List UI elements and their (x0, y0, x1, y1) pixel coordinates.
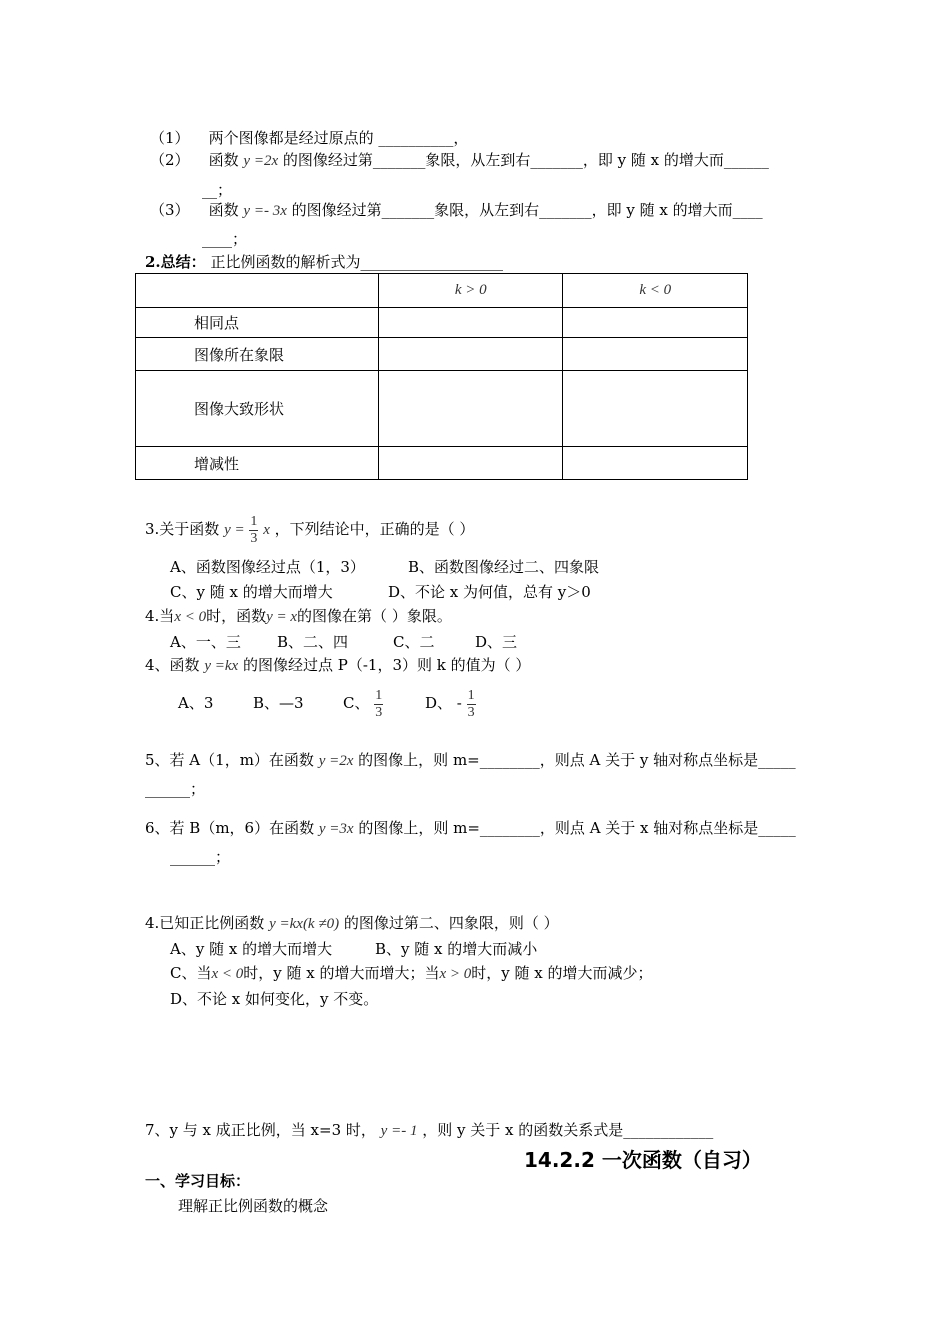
formula: y =2x (318, 753, 354, 769)
header-cell-k-positive: k > 0 (378, 274, 563, 308)
q4c-post: 的图像过第二、四象限，则（ ） (343, 914, 559, 932)
q3-pre: 3.关于函数 (145, 520, 220, 538)
formula: y =kx (204, 658, 239, 674)
table-header-row (136, 274, 748, 308)
q6-stem (145, 818, 796, 839)
option-c-post: 时，y 随 x 的增大而减少； (471, 964, 653, 982)
option-label: D、 - (425, 694, 462, 712)
table-row (136, 308, 748, 338)
fraction (374, 688, 383, 721)
option-c-pre: C、当 (170, 964, 212, 982)
q7-pre: 7、y 与 x 成正比例，当 x=3 时， (145, 1121, 376, 1139)
answer-cell[interactable] (378, 371, 563, 447)
q4a-option-d: D、三 (475, 633, 518, 651)
item-text-post: 的图像经过第_______象限，从左到右_______，即 y 随 x 的增大而____ (291, 201, 763, 219)
condition: x < 0 (211, 966, 244, 982)
q1-item3-continuation: ____； (202, 230, 248, 248)
fraction (249, 514, 258, 547)
q4c-stem (145, 913, 559, 934)
item-text-pre: 函数 (208, 151, 239, 169)
q1-item3 (150, 200, 763, 221)
q1-item2 (150, 150, 769, 171)
q4a-option-a: A、一、三 (170, 633, 241, 651)
q3-stem (145, 512, 474, 547)
q3-post: ，下列结论中，正确的是（ ） (274, 520, 475, 538)
q7-post: ，则 y 关于 x 的函数关系式是____________ (422, 1121, 714, 1139)
item-number: （1） (150, 129, 190, 147)
formula: y = (224, 522, 245, 538)
item-number: （2） (150, 151, 190, 169)
condition: x < 0 (174, 609, 207, 625)
q4b-pre: 4、函数 (145, 656, 200, 674)
q1-item1 (150, 128, 468, 148)
fraction-numerator: 1 (250, 513, 258, 529)
formula: y =- 3x (243, 203, 287, 219)
fraction-numerator: 1 (467, 687, 475, 703)
summary-table (135, 273, 748, 480)
condition: x > 0 (439, 966, 472, 982)
answer-cell[interactable] (378, 447, 563, 480)
fraction-numerator: 1 (375, 687, 383, 703)
q6-pre: 6、若 B（m，6）在函数 (145, 819, 315, 837)
learning-goal-heading: 一、学习目标： (145, 1172, 251, 1190)
q4a-post: 的图像在第（ ）象限。 (297, 607, 452, 625)
q4a-mid: 时，函数 (206, 607, 267, 625)
q4b-option-d (425, 684, 476, 722)
q6-post: 的图像上，则 m=________，则点 A 关于 x 轴对称点坐标是_____ (358, 819, 796, 837)
q4c-option-a: A、y 随 x 的增大而增大 (170, 940, 333, 958)
q4c-option-c (170, 963, 653, 984)
q5-stem (145, 750, 796, 771)
fraction (467, 688, 476, 721)
table-row (136, 371, 748, 447)
row-label: 相同点 (136, 308, 379, 338)
q3-option-a: A、函数图像经过点（1，3） (170, 558, 365, 576)
q6-continuation: ______； (170, 848, 231, 866)
option-label: C、 (343, 694, 370, 712)
item-text: 两个图像都是经过原点的 __________， (208, 129, 469, 147)
q4a-option-b: B、二、四 (277, 633, 349, 651)
q5-post: 的图像上，则 m=________，则点 A 关于 y 轴对称点坐标是_____ (358, 751, 796, 769)
item-text-pre: 函数 (208, 201, 239, 219)
table-row (136, 447, 748, 480)
row-label: 图像大致形状 (136, 371, 379, 447)
q4a-option-c: C、二 (393, 633, 435, 651)
header-cell-empty (136, 274, 379, 308)
formula: y = x (266, 609, 298, 625)
answer-cell[interactable] (563, 371, 748, 447)
q3-option-d: D、不论 x 为何值，总有 y＞0 (388, 583, 591, 601)
section-title: 14.2.2 一次函数（自习） (524, 1148, 762, 1172)
fraction-denominator: 3 (467, 704, 475, 720)
row-label: 增减性 (136, 447, 379, 480)
q4a-pre: 4.当 (145, 607, 175, 625)
q4b-stem (145, 655, 530, 676)
answer-cell[interactable] (563, 447, 748, 480)
q7-stem (145, 1120, 713, 1141)
q4b-post: 的图像经过点 P（-1，3）则 k 的值为（ ） (242, 656, 531, 674)
q4b-option-a: A、3 (178, 694, 214, 712)
item-text-post: 的图像经过第_______象限，从左到右_______，即 y 随 x 的增大而______ (282, 151, 769, 169)
formula: y =2x (243, 153, 279, 169)
q4c-option-d: D、不论 x 如何变化，y 不变。 (170, 990, 379, 1008)
q5-continuation: ______； (145, 780, 206, 798)
summary-text: 正比例函数的解析式为___________________ (210, 253, 503, 271)
formula: y =3x (318, 821, 354, 837)
q5-pre: 5、若 A（1，m）在函数 (145, 751, 314, 769)
header-cell-k-negative: k < 0 (563, 274, 748, 308)
q4b-option-b: B、—3 (253, 694, 304, 712)
fraction-denominator: 3 (375, 704, 383, 720)
formula: y =kx(k ≠0) (269, 916, 340, 932)
table-row (136, 338, 748, 371)
answer-cell[interactable] (563, 338, 748, 371)
q4b-option-c (343, 684, 383, 722)
q3-option-c: C、y 随 x 的增大而增大 (170, 583, 333, 601)
summary-line (145, 252, 503, 272)
fraction-denominator: 3 (250, 530, 258, 546)
formula: x (263, 522, 270, 538)
answer-cell[interactable] (378, 338, 563, 371)
row-label: 图像所在象限 (136, 338, 379, 371)
summary-heading: 2.总结： (145, 253, 206, 271)
q3-option-b: B、函数图像经过二、四象限 (408, 558, 600, 576)
option-c-mid: 时，y 随 x 的增大而增大；当 (243, 964, 440, 982)
learning-goal-text: 理解正比例函数的概念 (178, 1197, 329, 1215)
q4c-pre: 4.已知正比例函数 (145, 914, 265, 932)
answer-cell[interactable] (563, 308, 748, 338)
answer-cell[interactable] (378, 308, 563, 338)
item-number: （3） (150, 201, 190, 219)
formula: y =- 1 (380, 1123, 418, 1139)
q4a-stem (145, 606, 452, 627)
q4c-option-b: B、y 随 x 的增大而减小 (375, 940, 538, 958)
q1-item2-continuation: __； (202, 181, 233, 199)
